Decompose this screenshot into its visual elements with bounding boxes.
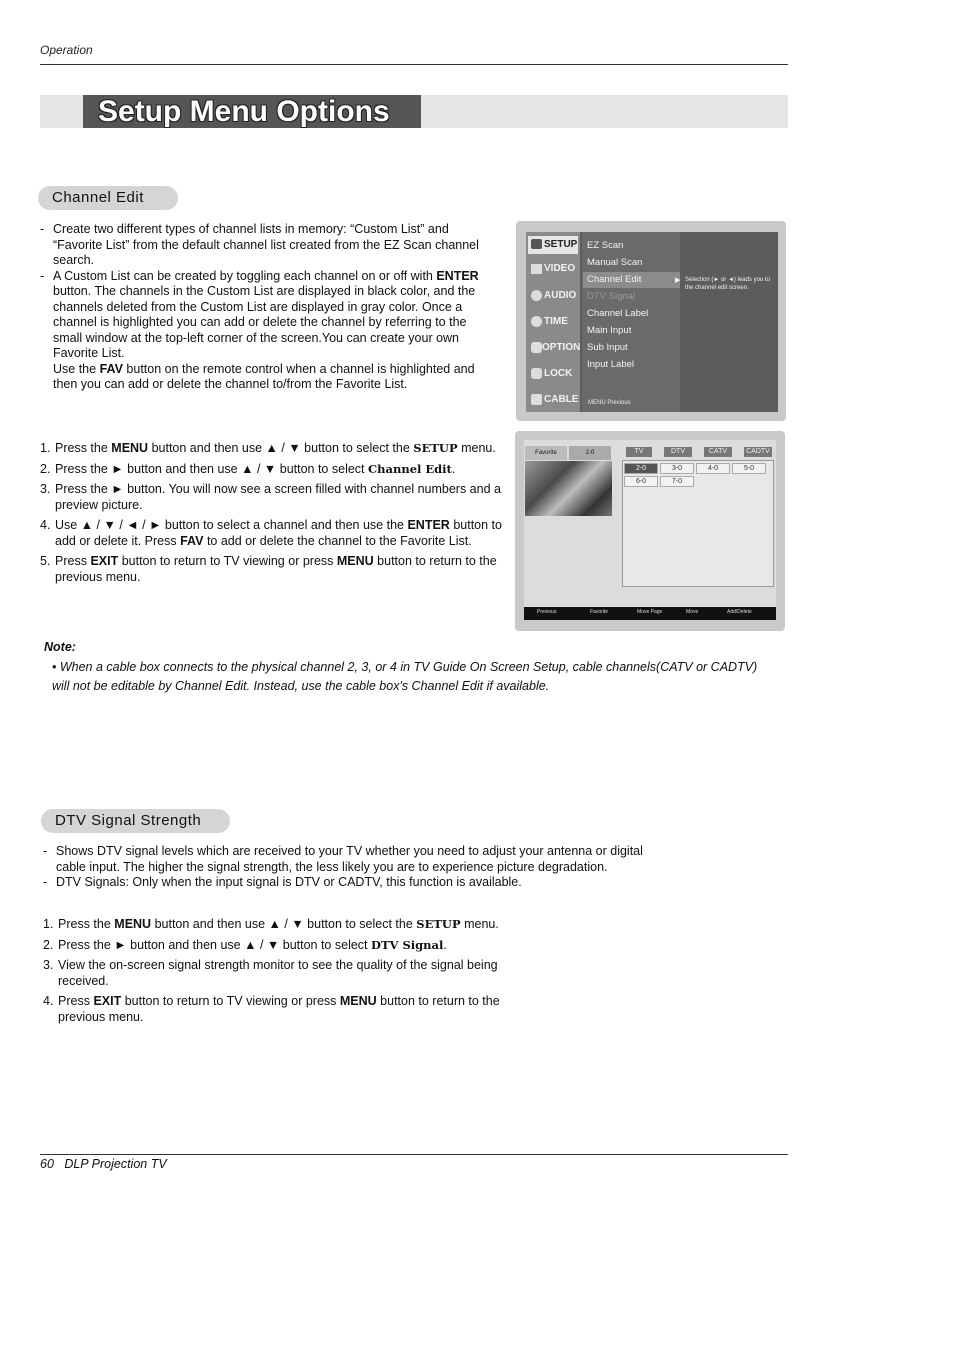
tab-catv: CATV	[704, 447, 732, 457]
running-header: Operation	[40, 43, 93, 57]
dtv-signal-description	[43, 844, 673, 891]
step-item: 1. Press the MENU button and then use ▲ / ▼ button to select the SETUP menu.	[43, 917, 499, 931]
bullet-item: Use the FAV button on the remote control when a channel is highlighted and then you can add or delete the channel to/from the Favorite List.	[53, 361, 475, 391]
dtv-signal-steps	[43, 917, 518, 1030]
audio-icon	[531, 290, 542, 301]
setup-icon	[531, 239, 542, 249]
channel-edit-steps	[40, 441, 510, 590]
channel-cell: 2-0	[624, 463, 658, 474]
preview-picture	[525, 461, 612, 516]
menu-category-setup: SETUP	[528, 236, 578, 254]
footer-title: DLP Projection TV	[64, 1157, 167, 1171]
menu-item-sub-input: Sub Input	[587, 342, 628, 353]
channel-edit-description	[40, 222, 498, 393]
page-footer	[40, 1157, 167, 1171]
step-item: 3. Press the ► button. You will now see a screen filled with channel numbers and a preview picture.	[40, 482, 501, 512]
menu-category-option: OPTION	[542, 342, 581, 353]
menu-item-main-input: Main Input	[587, 325, 632, 336]
channel-cell: 7-0	[660, 476, 694, 487]
step-item: 4. Press EXIT button to return to TV viewing or press MENU button to return to the previous menu.	[43, 994, 500, 1024]
menu-category-time: TIME	[544, 316, 568, 327]
clock-icon	[531, 316, 542, 327]
channel-cell: 5-0	[732, 463, 766, 474]
menu-category-lock: LOCK	[544, 368, 573, 379]
menu-category-cable: CABLE	[544, 394, 579, 405]
footer-previous: Previous	[537, 609, 557, 615]
footer-add-delete: Add/Delete	[727, 609, 752, 615]
cable-icon	[531, 394, 542, 405]
step-item: 1. Press the MENU button and then use ▲ / ▼ button to select the SETUP menu.	[40, 441, 496, 455]
menu-arrow-icon: ▶	[675, 277, 681, 284]
step-item: 5. Press EXIT button to return to TV viewing or press MENU button to return to the previous menu.	[40, 554, 497, 584]
step-item: 2. Press the ► button and then use ▲ / ▼ button to select DTV Signal.	[43, 937, 447, 952]
video-icon	[531, 264, 542, 274]
tab-tv: TV	[626, 447, 652, 457]
menu-item-dtv-signal: DTV Signal	[587, 291, 636, 302]
preview-channel-label: 2-0	[569, 446, 611, 460]
footer-rule	[40, 1154, 788, 1155]
step-item: 4. Use ▲ / ▼ / ◄ / ► button to select a channel and then use the ENTER button to add or delete it. Press FAV to add or delete the channel to the Favorite List.	[40, 518, 502, 548]
menu-category-video: VIDEO	[544, 263, 576, 274]
lock-icon	[531, 368, 542, 379]
tab-cadtv: CADTV	[744, 447, 772, 457]
step-item: 2. Press the ► button and then use ▲ / ▼ button to select Channel Edit.	[40, 461, 456, 476]
bullet-item: - Shows DTV signal levels which are received to your TV whether you need to adjust your antenna or digital cable input. The higher the signal strength, the less likely you are to experience picture degradation.	[43, 844, 643, 874]
header-rule	[40, 64, 788, 65]
bullet-item: - DTV Signals: Only when the input signal is DTV or CADTV, this function is available.	[43, 875, 522, 889]
page-number: 60	[40, 1157, 54, 1171]
footer-move: Move	[686, 609, 699, 615]
channel-cell: 4-0	[696, 463, 730, 474]
menu-item-ez-scan: EZ Scan	[587, 240, 624, 251]
note-title: Note:	[44, 640, 76, 654]
channel-cell: 6-0	[624, 476, 658, 487]
menu-item-input-label: Input Label	[587, 359, 635, 370]
preview-favorite-label: Favorite	[525, 446, 567, 460]
step-item: 3. View the on-screen signal strength monitor to see the quality of the signal being received.	[43, 958, 498, 988]
menu-item-channel-edit: Channel Edit	[587, 274, 642, 285]
menu-item-channel-label: Channel Label	[587, 308, 649, 319]
channel-cell: 3-0	[660, 463, 694, 474]
bullet-item: - Create two different types of channel lists in memory: “Custom List” and “Favorite List” from the default channel list created from the EZ Scan channel search.	[40, 222, 479, 267]
section-heading-channel-edit: Channel Edit	[38, 186, 178, 210]
menu-help-text: Selection (► or ◄) leads you to the channel edit screen.	[685, 277, 770, 291]
footer-favorite: Favorite	[590, 609, 609, 615]
footer-move-page: Move Page	[637, 609, 663, 615]
menu-footer: MENU Previous	[588, 400, 631, 406]
menu-category-audio: AUDIO	[544, 290, 577, 301]
option-icon	[531, 342, 542, 353]
bullet-item: - A Custom List can be created by toggling each channel on or off with ENTER button. The channels in the Custom List are displayed in black color, and the channels deleted from the Custom List are displayed in gray color. Once a channel is highlighted you can add or delete the channel by referring to the small window at the top-left corner of the screen.You can create your own Favorite List.	[40, 268, 479, 360]
note-text: • When a cable box connects to the physical channel 2, 3, or 4 in TV Guide On Screen Setup, cable channels(CATV or CADTV) will not be editable by Channel Edit. Instead, use the cable box's Channel Edit if available.	[52, 660, 758, 693]
menu-item-manual-scan: Manual Scan	[587, 257, 643, 268]
section-heading-dtv-signal: DTV Signal Strength	[41, 809, 230, 833]
page-title: Setup Menu Options	[98, 95, 390, 128]
tab-dtv: DTV	[664, 447, 692, 457]
